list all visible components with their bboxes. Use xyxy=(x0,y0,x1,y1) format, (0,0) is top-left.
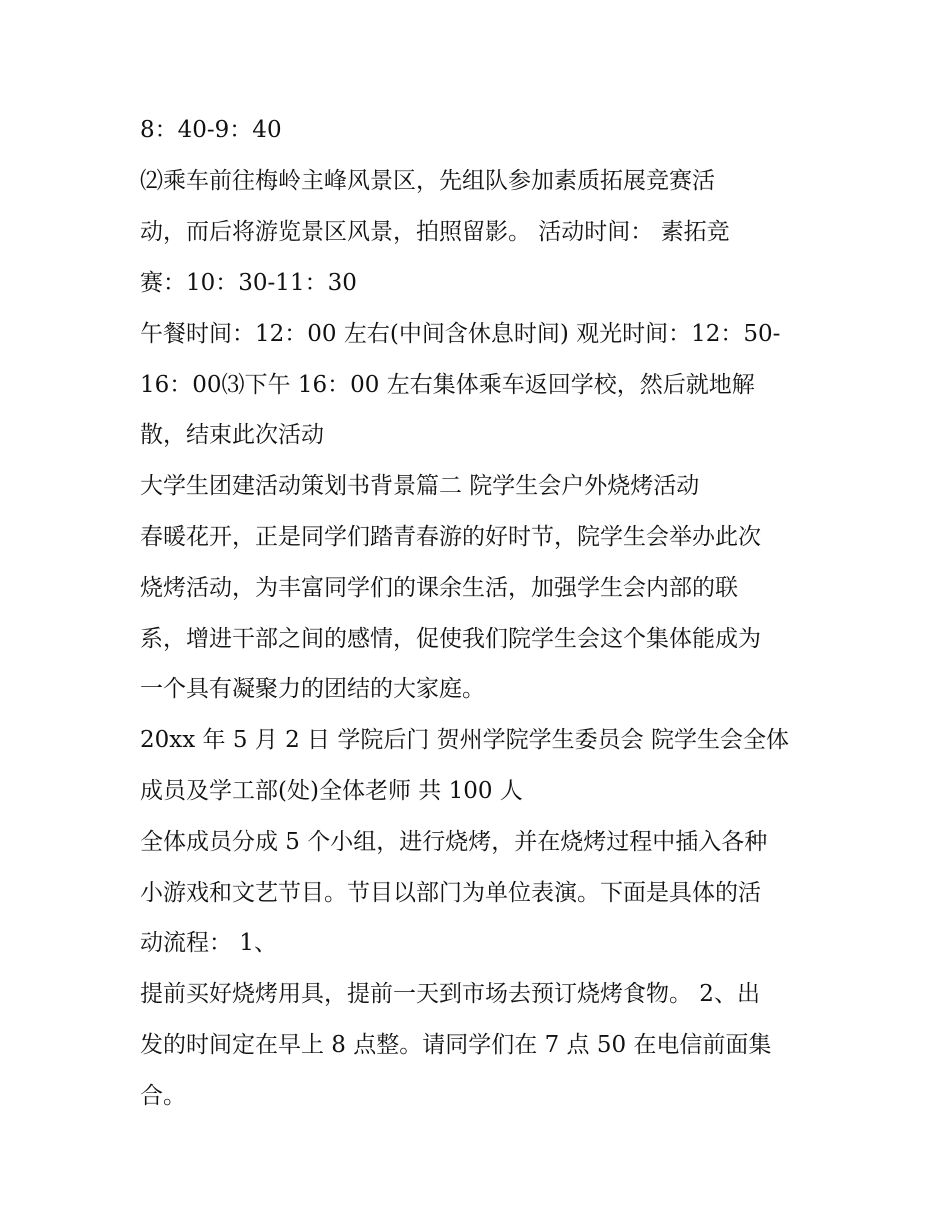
text-line: 成员及学工部(处)全体老师 共 100 人 xyxy=(140,778,523,804)
text-line: 春暖花开，正是同学们踏青春游的好时节，院学生会举办此次 xyxy=(140,524,761,550)
text-line: 16：00⑶下午 16：00 左右集体乘车返回学校，然后就地解 xyxy=(140,372,755,398)
text-line: 小游戏和文艺节目。节目以部门为单位表演。下面是具体的活 xyxy=(140,880,761,906)
text-line: 一个具有凝聚力的团结的大家庭。 xyxy=(140,676,485,702)
text-line: 全体成员分成 5 个小组，进行烧烤，并在烧烤过程中插入各种 xyxy=(140,829,768,855)
text-line: ⑵乘车前往梅岭主峰风景区，先组队参加素质拓展竞赛活 xyxy=(140,168,715,194)
text-line: 系，增进干部之间的感情，促使我们院学生会这个集体能成为 xyxy=(140,626,761,652)
text-line: 提前买好烧烤用具，提前一天到市场去预订烧烤食物。 2、出 xyxy=(140,981,760,1007)
text-line: 动，而后将游览景区风景，拍照留影。 活动时间： 素拓竞 xyxy=(140,219,730,245)
text-line: 发的时间定在早上 8 点整。请同学们在 7 点 50 在电信前面集 xyxy=(140,1032,772,1058)
text-line: 午餐时间：12：00 左右(中间含休息时间) 观光时间：12：50- xyxy=(140,321,781,347)
text-line: 20xx 年 5 月 2 日 学院后门 贺州学院学生委员会 院学生会全体 xyxy=(140,727,789,753)
text-line: 赛：10：30-11：30 xyxy=(140,270,357,296)
text-line: 动流程： 1、 xyxy=(140,930,277,956)
text-line: 合。 xyxy=(140,1083,186,1109)
text-line: 散，结束此次活动 xyxy=(140,422,324,448)
text-line: 烧烤活动，为丰富同学们的课余生活，加强学生会内部的联 xyxy=(140,575,738,601)
section-heading: 大学生团建活动策划书背景篇二 院学生会户外烧烤活动 xyxy=(140,473,700,499)
text-line-time-range: 8：40-9：40 xyxy=(140,117,282,143)
